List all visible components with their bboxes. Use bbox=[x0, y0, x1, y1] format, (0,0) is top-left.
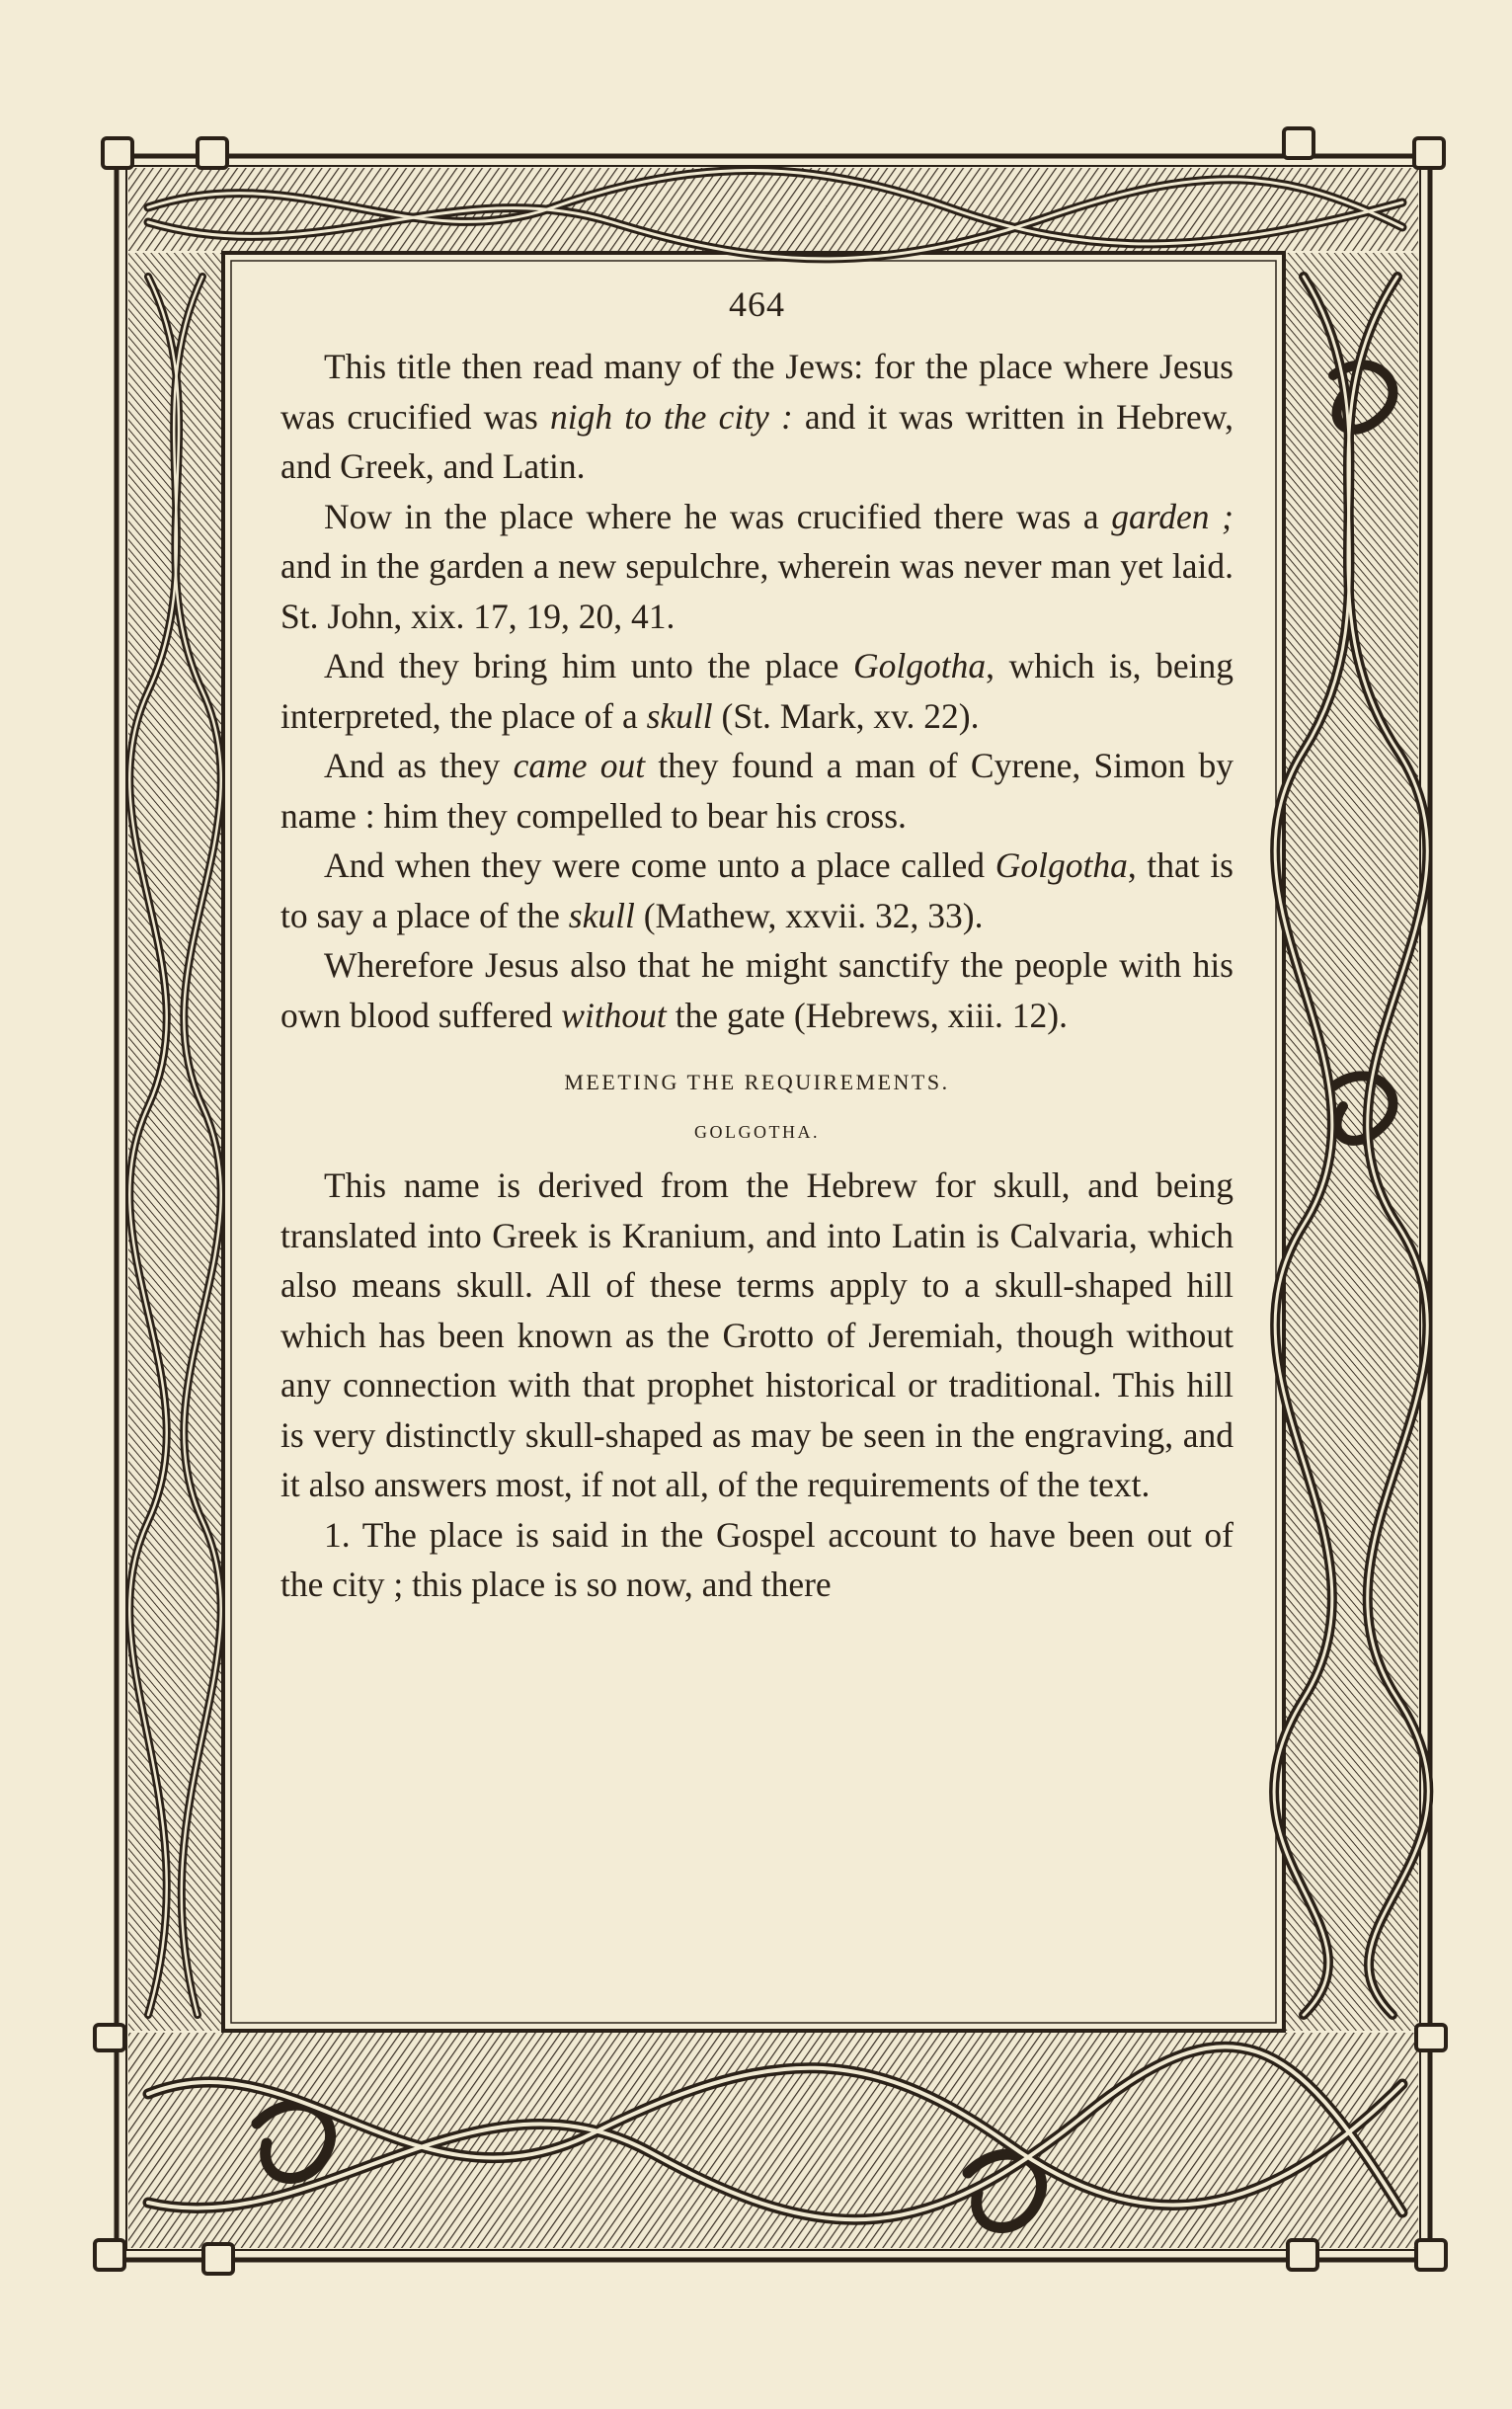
paragraph-4: And as they came out they found a man of Cyrene, Simon by name : him they compelled to bear his cross. bbox=[280, 746, 1234, 836]
paragraph-3: And they bring him unto the place Golgotha, which is, being interpreted, the place of a skull (St. Mark, xv. 22). bbox=[280, 646, 1233, 736]
page-text-block bbox=[280, 284, 1233, 1983]
section-heading: MEETING THE REQUIREMENTS. bbox=[564, 1070, 950, 1094]
paragraph-2: Now in the place where he was crucified there was a garden ; and in the garden a new sepulchre, wherein was never man yet laid. St. John, xix. 17, 19, 20, 41. bbox=[280, 496, 1234, 636]
paragraph-1: This title then read many of the Jews: for the place where Jesus was crucified was nigh to the city : and it was written in Hebrew, and Greek, and Latin. bbox=[280, 347, 1233, 486]
page-number: 464 bbox=[729, 284, 785, 324]
paragraph-8: 1. The place is said in the Gospel account to have been out of the city ; this place is so now, and there bbox=[280, 1514, 1233, 1604]
paragraph-7: This name is derived from the Hebrew for skull, and being translated into Greek is Kranium, and into Latin is Calvaria, which also means skull. All of these terms apply to a skull-shaped hill which has been known as the Grotto of Jeremiah, though without any connection with that prophet historical or traditional. This hill is very distinctly skull-shaped as may be seen in the engraving, and it also answers most, if not all, of the requirements of the text. bbox=[280, 1165, 1233, 1504]
paragraph-6: Wherefore Jesus also that he might sanctify the people with his own blood suffered without the gate (Hebrews, xiii. 12). bbox=[280, 945, 1233, 1035]
section-subheading: GOLGOTHA. bbox=[694, 1122, 820, 1142]
paragraph-5: And when they were come unto a place called Golgotha, that is to say a place of the skull (Mathew, xxvii. 32, 33). bbox=[280, 845, 1233, 935]
